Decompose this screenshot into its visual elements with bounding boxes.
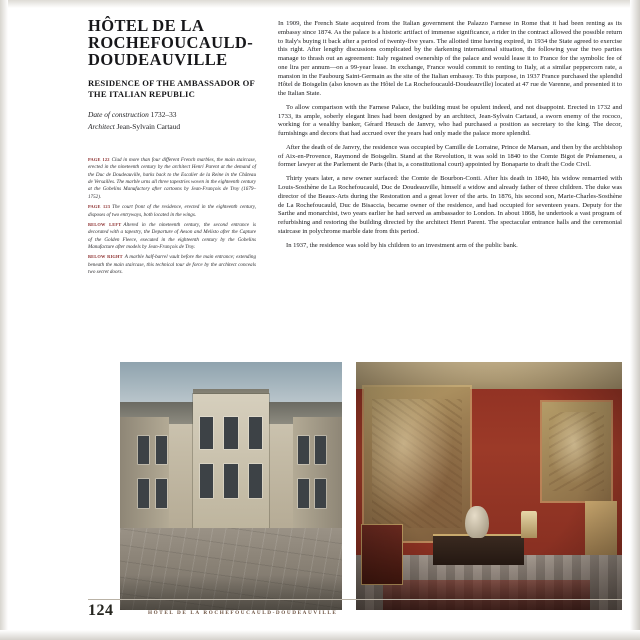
- courtyard-facade-photo: [120, 362, 342, 610]
- caption-below-left: [88, 222, 256, 252]
- caption-text: The court front of the residence, erected in the eighteenth century, disposes of two entryways, both located in the wings.: [88, 204, 256, 218]
- caption-text: A marble half-barrel vault before the main entrance; extending beneath the main staircase, this technical tour de force by the architect conceals two secret doors.: [88, 254, 256, 276]
- body-paragraph-3: After the death of de Janvry, the residence was occupied by Camille de Lorraine, Prince de Marsan, and then by the archbishop of Aix-en-Provence, Raymond de Boisgelin. Stand at the Revolution, it was sold in 1840 to the Comte Bigot de Préameneu, a former lawyer at the Parlement de Paris (that is, a constitutional court) appointed by Bonaparte to draft the Code Civil.: [278, 143, 622, 169]
- metadata-value-architect: Jean-Sylvain Cartaud: [116, 121, 181, 131]
- photo-window: [249, 464, 262, 499]
- caption-key: PAGE 123: [88, 204, 111, 210]
- photo-window: [138, 436, 149, 463]
- page-subtitle: RESIDENCE OF THE AMBASSADOR OF THE ITALIAN REPUBLIC: [88, 78, 255, 99]
- metadata-label-construction: Date of construction: [88, 110, 149, 120]
- metadata-label-architect: Architect: [88, 121, 115, 131]
- photo-window: [249, 417, 262, 449]
- photo-window: [200, 464, 213, 499]
- body-paragraph-4: Thirty years later, a new owner surfaced: the Comte de Bourbon-Conti. After his death in 1840, his widow remarried with Louis-Sosthène de La Rochefoucauld, Duc de Doudeauville, himself a widow and already father of three children. The duke was director of the Beaux-Arts during the Restoration and a great lover of the arts. In 1876, his second son, Marie-Charles-Sosthène de La Rochefoucauld, Duc de Bisaccia, became owner of the residence, and had occupied for seventeen years. Deputy for the Sarthe and monarchist, two years earlier he had served as ambassador to London. In about 1868, he undertook a vast program of refurbishing and restoring the building directed by the architect Henri Parent. The spectacular entrance halls and the ceremonial staircase in polychrome marble date from this period.: [278, 175, 622, 235]
- photo-window: [200, 417, 213, 449]
- page-edge-shade-top: [0, 0, 640, 8]
- photo-window: [138, 479, 149, 509]
- photo-window: [224, 417, 237, 449]
- page-edge-shade-left: [0, 0, 8, 640]
- metadata-row-architect: [88, 122, 260, 131]
- page-number-value: 124: [88, 602, 114, 619]
- photo-window: [224, 464, 237, 499]
- page-content: [16, 12, 628, 628]
- photo-window: [315, 436, 326, 463]
- caption-key: BELOW LEFT: [88, 221, 122, 227]
- page-edge-shade-bottom: [0, 630, 640, 640]
- photo-window: [298, 479, 309, 509]
- caption-below-right: [88, 254, 256, 276]
- page-edge-shade-right: [630, 0, 640, 640]
- photo-right-wing: [293, 417, 342, 531]
- metadata-value-construction: 1732–33: [150, 110, 177, 120]
- body-paragraph-5: In 1937, the residence was sold by his children to an investment arm of the public bank.: [286, 241, 518, 249]
- left-column: [88, 18, 260, 280]
- footer-rule: [88, 599, 622, 600]
- caption-page-123: [88, 204, 256, 219]
- caption-text: Altered in the nineteenth century, the second entrance is decorated with a tapestry, the Departure of Aeson and Melisto after the Capture of the Golden Fleece, executed in the eighteenth century by the Gobelins Manufacture after models by Jean-François de Troy.: [88, 221, 256, 251]
- caption-key: PAGE 122: [88, 156, 110, 162]
- salon-interior-photo: [356, 362, 622, 610]
- photo-foreground-shadow: [120, 575, 342, 610]
- photo-window: [315, 479, 326, 509]
- page-number: [88, 602, 114, 620]
- running-head: HÔTEL DE LA ROCHEFOUCAULD-DOUDEAUVILLE: [148, 610, 338, 616]
- metadata-block: [88, 110, 260, 131]
- photo-window: [156, 436, 167, 463]
- caption-key: BELOW RIGHT: [88, 254, 123, 260]
- body-paragraph-1: In 1909, the French State acquired from the Italian government the Palazzo Farnese in Rome that it had been renting as its embassy since 1874. As the palace is a historic artifact of immense significance, a rider in the contract allowed the possible return to Italy's buying it back after a period of twenty-five years. The allotted time having expired, in 1934 the State agreed to exercise this right. After lengthy discussions complicated by the darkening international situation, the following year the two parties manage to thrash out an agreement: Italy regained ownership of the palace and would lease it to France for the symbolic fee of one lira per annum—on a 99-year lease. In exchange, France would commit to renting to Italy, at a similar peppercorn rate, a mansion in the Faubourg Saint-Germain as the site of the Italian embassy. To this purpose, in 1937 France purchased the splendid Hôtel de Boisgelin (also known as the Hôtel de La Rochefoucauld-Doudeauville) located at 47 rue de Varenne, and presented it to the Italian State.: [278, 20, 622, 98]
- page-title: HÔTEL DE LA ROCHEFOUCAULD-DOUDEAUVILLE: [88, 16, 254, 69]
- photo-vignette: [356, 362, 622, 610]
- caption-page-122: [88, 157, 256, 201]
- body-paragraph-2: To allow comparison with the Farnese Palace, the building must be opulent indeed, and not disappoint. Erected in 1732 and 1733, its ample, soberly elegant lines had been designed by an architect, Jean-Sylvain Cartaud, a sworn enemy of the rococo, working for a wealthy banker, Gérard Heusch de Janvry, who had purchased a position as secretary to the king. The decor, furnishings and decors that had accrued over the years had only made the palace more splendid.: [278, 103, 622, 138]
- photo-window: [298, 436, 309, 463]
- photo-left-wing: [120, 417, 169, 531]
- main-body-text: [278, 20, 622, 255]
- metadata-row-construction: [88, 110, 260, 119]
- caption-text: Clad in more than four different French marbles, the main staircase, erected in the nineteenth century by the architect Henri Parent at the demand of the Duc de Doudeauville, harks back to the Escalier de la Reine in the Château de Versailles. The marble urns all three tapestries woven in the eighteenth century at the Gobelins Manufactory after cartoons by Jean-François de Troy (1679–1752).: [88, 156, 257, 200]
- photo-window: [156, 479, 167, 509]
